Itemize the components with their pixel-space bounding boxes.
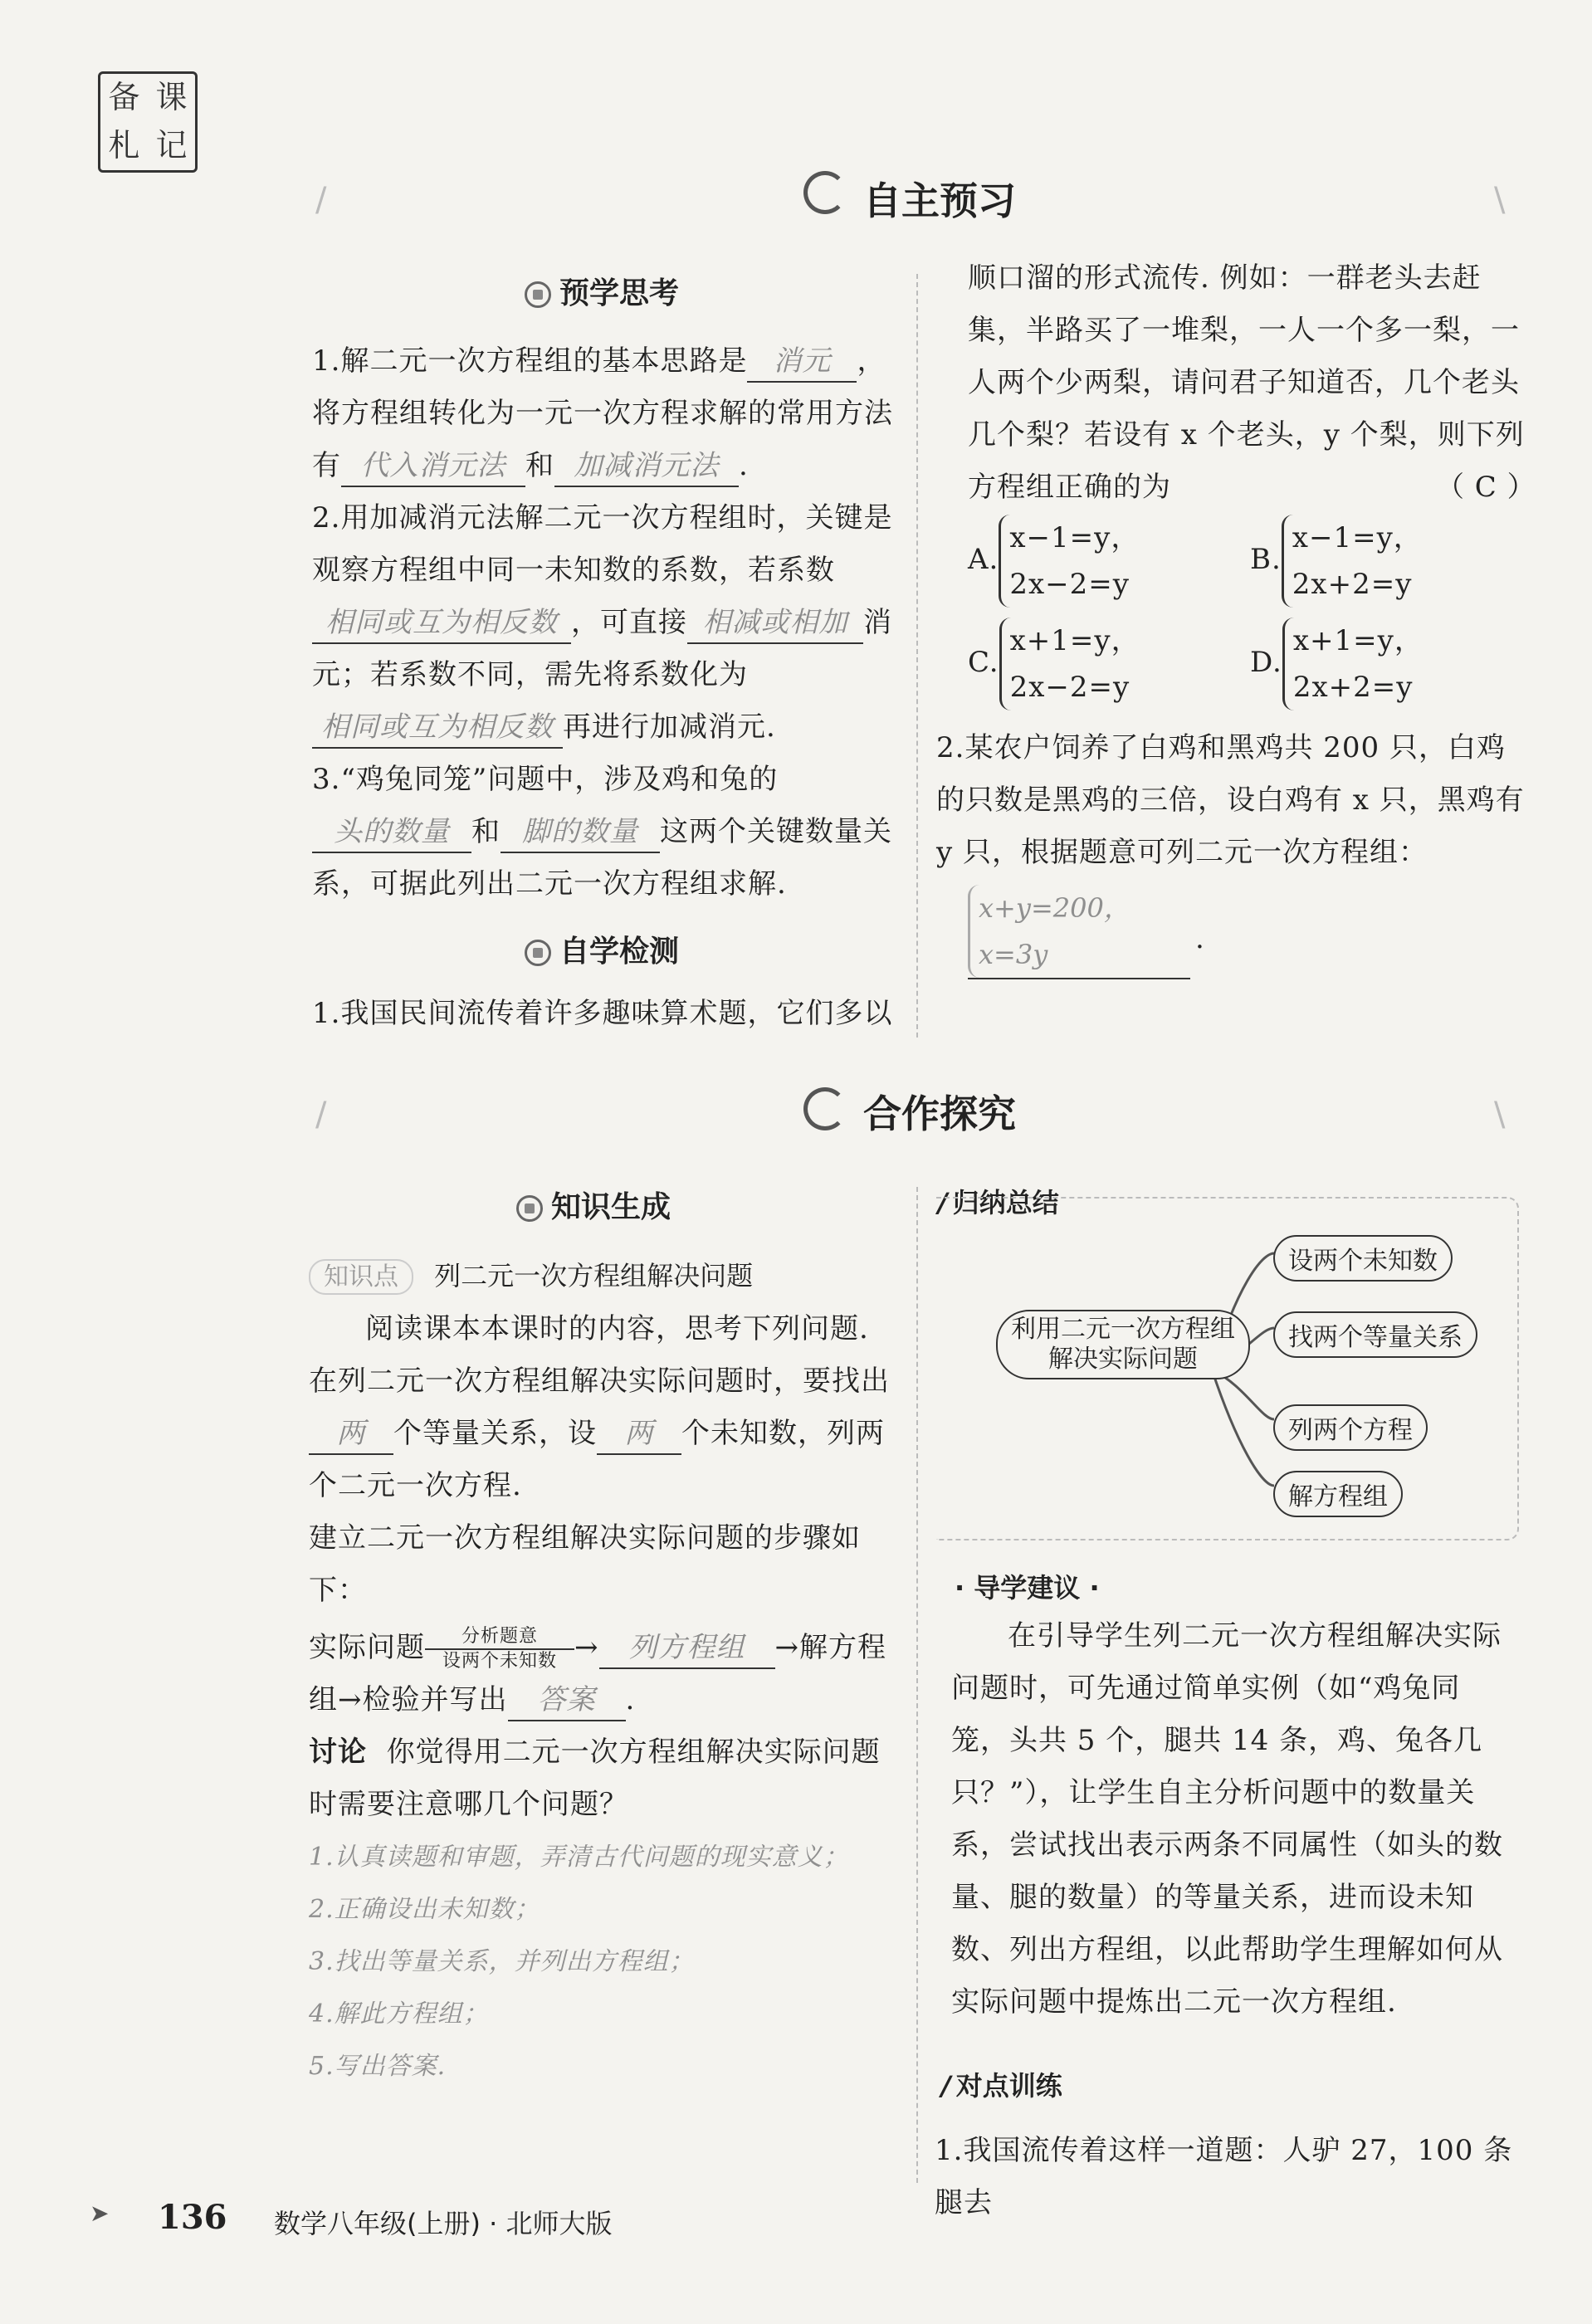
answer-blank: 脚的数量 (501, 812, 660, 853)
section-icon (803, 1087, 847, 1130)
kp-badge: 知识点 (309, 1259, 413, 1295)
question-text: 再进行加减消元. (563, 710, 776, 744)
answer-item: 1.认真读题和审题，弄清古代问题的现实意义； (309, 1843, 849, 1872)
section-title: 自主预习 (863, 178, 1016, 223)
answer-blank: 答案 (508, 1680, 626, 1721)
flow-arrow (425, 1625, 574, 1673)
subsection-label: 对点训练 (955, 2070, 1062, 2102)
q1-answer: （ C ） (1436, 471, 1536, 504)
stamp-char: 课 (155, 79, 188, 115)
q2-answer (968, 885, 1190, 979)
knowledge-point (309, 1255, 753, 1293)
guide-heading: · 导学建议 · (955, 1572, 1100, 1604)
brace (999, 618, 1140, 710)
text: 在列二元一次方程组解决实际问题时，要找出 (309, 1365, 890, 1398)
options (968, 515, 1532, 710)
deco-slash: / (315, 181, 327, 219)
subsection-label: 预学思考 (559, 276, 680, 310)
flow: 实际问题 分析题意 设两个未知数 → 列方程组 →解方程组→检验并写出 答案 . (309, 1622, 890, 1726)
section-title: 合作探究 (863, 1091, 1016, 1136)
brace (968, 885, 1131, 978)
answer-list (309, 1831, 890, 2092)
center-line: 解决实际问题 (1048, 1345, 1198, 1374)
question-text: ，将方程组转化为一元一次方程求解的常用方法有 (312, 344, 893, 482)
option-d (1250, 618, 1532, 710)
subsection-label: 知识生成 (551, 1190, 671, 1224)
stamp-char: 札 (108, 127, 140, 164)
section-icon (803, 171, 847, 214)
answer-blank: 两 (309, 1413, 393, 1455)
column-divider (916, 274, 918, 1038)
discuss-label: 讨论 (309, 1736, 367, 1769)
answer-blank: 列方程组 (599, 1628, 775, 1669)
equation: x−1=y， (1009, 521, 1140, 554)
answer-blank: 代入消元法 (341, 446, 525, 487)
question-text: ，可直接 (571, 606, 687, 639)
mindmap-branch: 解方程组 (1273, 1471, 1403, 1517)
training-q1: 1.我国流传着这样一道题：人驴 27，100 条腿去 (935, 2134, 1513, 2219)
deco-slash: \ (1494, 1096, 1506, 1134)
discussion (309, 1726, 890, 1831)
question-text: 和 (525, 449, 554, 482)
question-text: 1.解二元一次方程组的基本思路是 (312, 344, 748, 378)
equation: x=3y (979, 939, 1048, 970)
subsection-heading (525, 928, 679, 970)
guide-text: 在引导学生列二元一次方程组解决实际问题时，可先通过简单实例（如“鸡兔同笼，头共 5 个，腿共 14 条，鸡、兔各几只？”），让学生自主分析问题中的数量关系，尝试找出表示两条不同属性（如头的数量、腿的数量）的等量关系，进而设未知数、列出方程组，以此帮助学生理解如何从实际问题中提炼出二元一次方程组. (951, 1619, 1503, 2019)
knowledge-body (309, 1303, 890, 2092)
option-c (968, 618, 1250, 710)
flow-step: 实际问题 (309, 1631, 425, 1664)
book-icon (525, 281, 551, 308)
question-1 (312, 335, 893, 492)
answer-blank: 加减消元法 (554, 446, 739, 487)
answer-blank: 两 (597, 1413, 681, 1455)
page-number: 136 (158, 2198, 227, 2237)
question-text: 顺口溜的形式流传. 例如：一群老头去赶集，半路买了一堆梨，一人一个多一梨，一人两个少两梨，请问君子知道否，几个老头几个梨？若设有 x 个老头，y 个梨，则下列方程组正确的为 (968, 261, 1525, 504)
paragraph: 阅读课本本课时的内容，思考下列问题. (365, 1312, 869, 1345)
question-text: 2.用加减消元法解二元一次方程组时，关键是观察方程组中同一未知数的系数，若系数 (312, 501, 893, 587)
check-icon (525, 940, 551, 966)
question-3 (312, 754, 893, 911)
question-text: . (739, 449, 749, 482)
knowledge-icon (516, 1195, 543, 1222)
mindmap-center (996, 1310, 1250, 1379)
subsection-heading (516, 1184, 671, 1226)
flow-step: . (625, 1683, 636, 1716)
flow-step: →解方程组→检验并写出 (309, 1631, 886, 1716)
question-text: 消元；若系数不同，需先将系数化为 (312, 606, 892, 691)
equation: 2x−2=y (1009, 671, 1131, 704)
subsection-heading (525, 270, 679, 312)
option-label: B. (1250, 543, 1282, 576)
brace (999, 515, 1140, 608)
column-divider (916, 1187, 918, 2183)
option-a (968, 515, 1250, 608)
equation: x+y=200， (979, 892, 1131, 924)
question-text: 这两个关键数量关系，可据此列出二元一次方程组求解. (312, 815, 892, 901)
text: 个未知数，列两个二元一次方程. (309, 1417, 885, 1502)
question-text: 和 (471, 815, 501, 848)
answer-blank: 相同或互为相反数 (312, 603, 571, 644)
mindmap-branch: 找两个等量关系 (1273, 1311, 1477, 1358)
paragraph (309, 1355, 890, 1512)
training-heading: ∕ 对点训练 (941, 2070, 1062, 2102)
mindmap-branch: 列两个方程 (1273, 1404, 1428, 1451)
answer-item: 2.正确设出未知数； (309, 1895, 540, 1924)
equation: x+1=y， (1292, 624, 1424, 657)
stamp-char: 记 (155, 127, 188, 164)
arrow-label: 分析题意 (461, 1626, 538, 1647)
equation: x+1=y， (1009, 624, 1140, 657)
answer-item: 4.解此方程组； (309, 1999, 489, 2029)
selfcheck-q2: 2.某农户饲养了白鸡和黑鸡共 200 只，白鸡的只数是黑鸡的三倍，设白鸡有 x 只，黑鸡有 y 只，根据题意可列二元一次方程组： (936, 731, 1525, 869)
text: 个等量关系，设 (393, 1417, 597, 1450)
mindmap-branch: 设两个未知数 (1273, 1235, 1453, 1282)
answer-blank: 相同或互为相反数 (312, 707, 563, 749)
notes-stamp (98, 71, 198, 173)
footer-arrow-icon: ➤ (90, 2200, 110, 2227)
subsection-label: 自学检测 (559, 935, 680, 969)
text: 你觉得用二元一次方程组解决实际问题时需要注意哪几个问题？ (309, 1736, 881, 1821)
book-title: 数学八年级(上册) · 北师大版 (274, 2208, 613, 2239)
paragraph: 建立二元一次方程组解决实际问题的步骤如下： (309, 1521, 861, 1607)
option-label: D. (1250, 646, 1282, 679)
option-label: A. (968, 543, 999, 576)
q2-end: . (1195, 922, 1205, 955)
arrow-label: 设两个未知数 (425, 1648, 574, 1673)
stamp-char: 备 (108, 79, 140, 115)
summary-heading: ∕ 归纳总结 (938, 1187, 1059, 1218)
question-2 (312, 492, 893, 754)
answer-blank: 头的数量 (312, 812, 471, 853)
brace (1282, 515, 1423, 608)
answer-blank: 相减或相加 (687, 603, 863, 644)
selfcheck-q1-start: 1.我国民间流传着许多趣味算术题，它们多以 (312, 997, 893, 1030)
equation: 2x+2=y (1292, 671, 1414, 704)
equation: 2x−2=y (1009, 568, 1130, 601)
deco-slash: / (315, 1096, 327, 1134)
question-text: 3.“鸡兔同笼”问题中，涉及鸡和兔的 (312, 763, 779, 796)
answer-item: 3.找出等量关系，并列出方程组； (309, 1947, 695, 1976)
kp-title: 列二元一次方程组解决问题 (434, 1260, 754, 1291)
preview-questions (312, 335, 893, 911)
option-label: C. (968, 646, 999, 679)
answer-blank: 消元 (747, 341, 857, 383)
subsection-label: 归纳总结 (952, 1187, 1059, 1218)
option-b (1250, 515, 1532, 608)
center-line: 利用二元一次方程组 (1011, 1315, 1235, 1344)
equation: x−1=y， (1292, 521, 1423, 554)
deco-slash: \ (1494, 181, 1506, 219)
brace (1282, 618, 1424, 710)
equation: 2x+2=y (1292, 568, 1413, 601)
answer-item: 5.写出答案. (309, 2052, 447, 2081)
